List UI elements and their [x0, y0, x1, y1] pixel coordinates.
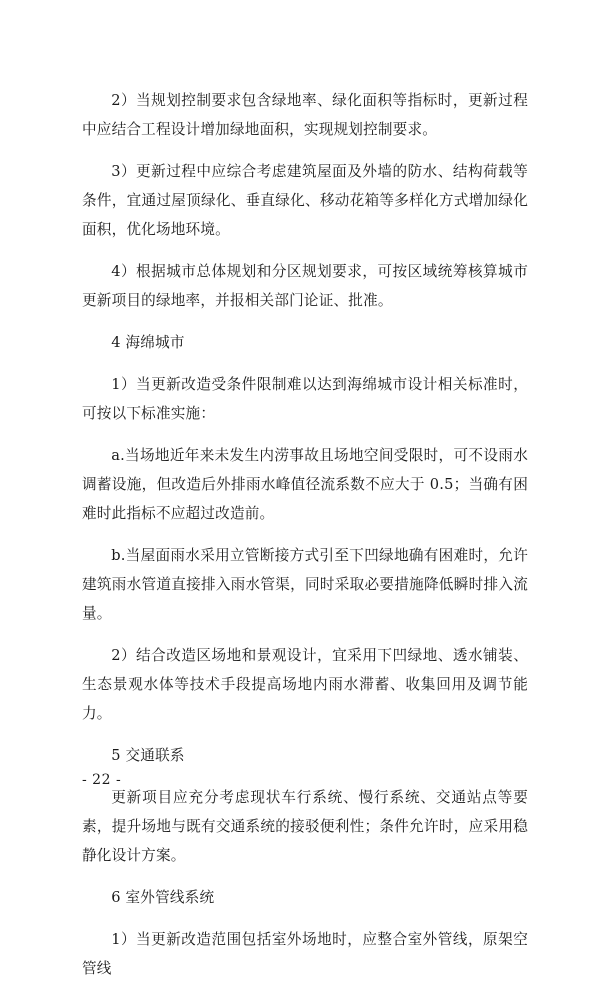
paragraph: 1）当更新改造受条件限制难以达到海绵城市设计相关标准时，可按以下标准实施：	[82, 376, 528, 422]
section-heading: 6 室外管线系统	[111, 889, 215, 906]
body-text	[82, 86, 528, 996]
section-heading: 4 海绵城市	[111, 334, 185, 351]
paragraph: b.当屋面雨水采用立管断接方式引至下凹绿地确有困难时，允许建筑雨水管道直接排入雨水管渠，同时采取必要措施降低瞬时排入流量。	[82, 547, 528, 622]
paragraph: 2）结合改造区场地和景观设计，宜采用下凹绿地、透水铺装、生态景观水体等技术手段提高场地内雨水滞蓄、收集回用及调节能力。	[82, 647, 528, 722]
section-heading: 5 交通联系	[111, 747, 185, 764]
page-number: - 22 -	[82, 772, 122, 788]
paragraph: 更新项目应充分考虑现状车行系统、慢行系统、交通站点等要素，提升场地与既有交通系统的接驳便利性；条件允许时，应采用稳静化设计方案。	[82, 789, 528, 864]
paragraph: a.当场地近年来未发生内涝事故且场地空间受限时，可不设雨水调蓄设施，但改造后外排雨水峰值径流系数不应大于 0.5；当确有困难时此指标不应超过改造前。	[82, 447, 528, 522]
paragraph: 4）根据城市总体规划和分区规划要求，可按区域统筹核算城市更新项目的绿地率，并报相关部门论证、批准。	[82, 263, 528, 309]
paragraph: 3）更新过程中应综合考虑建筑屋面及外墙的防水、结构荷载等条件，宜通过屋顶绿化、垂直绿化、移动花箱等多样化方式增加绿化面积，优化场地环境。	[82, 163, 528, 238]
paragraph: 1）当更新改造范围包括室外场地时，应整合室外管线，原架空管线	[82, 931, 528, 977]
paragraph: 2）当规划控制要求包含绿地率、绿化面积等指标时，更新过程中应结合工程设计增加绿地面积，实现规划控制要求。	[82, 92, 528, 138]
